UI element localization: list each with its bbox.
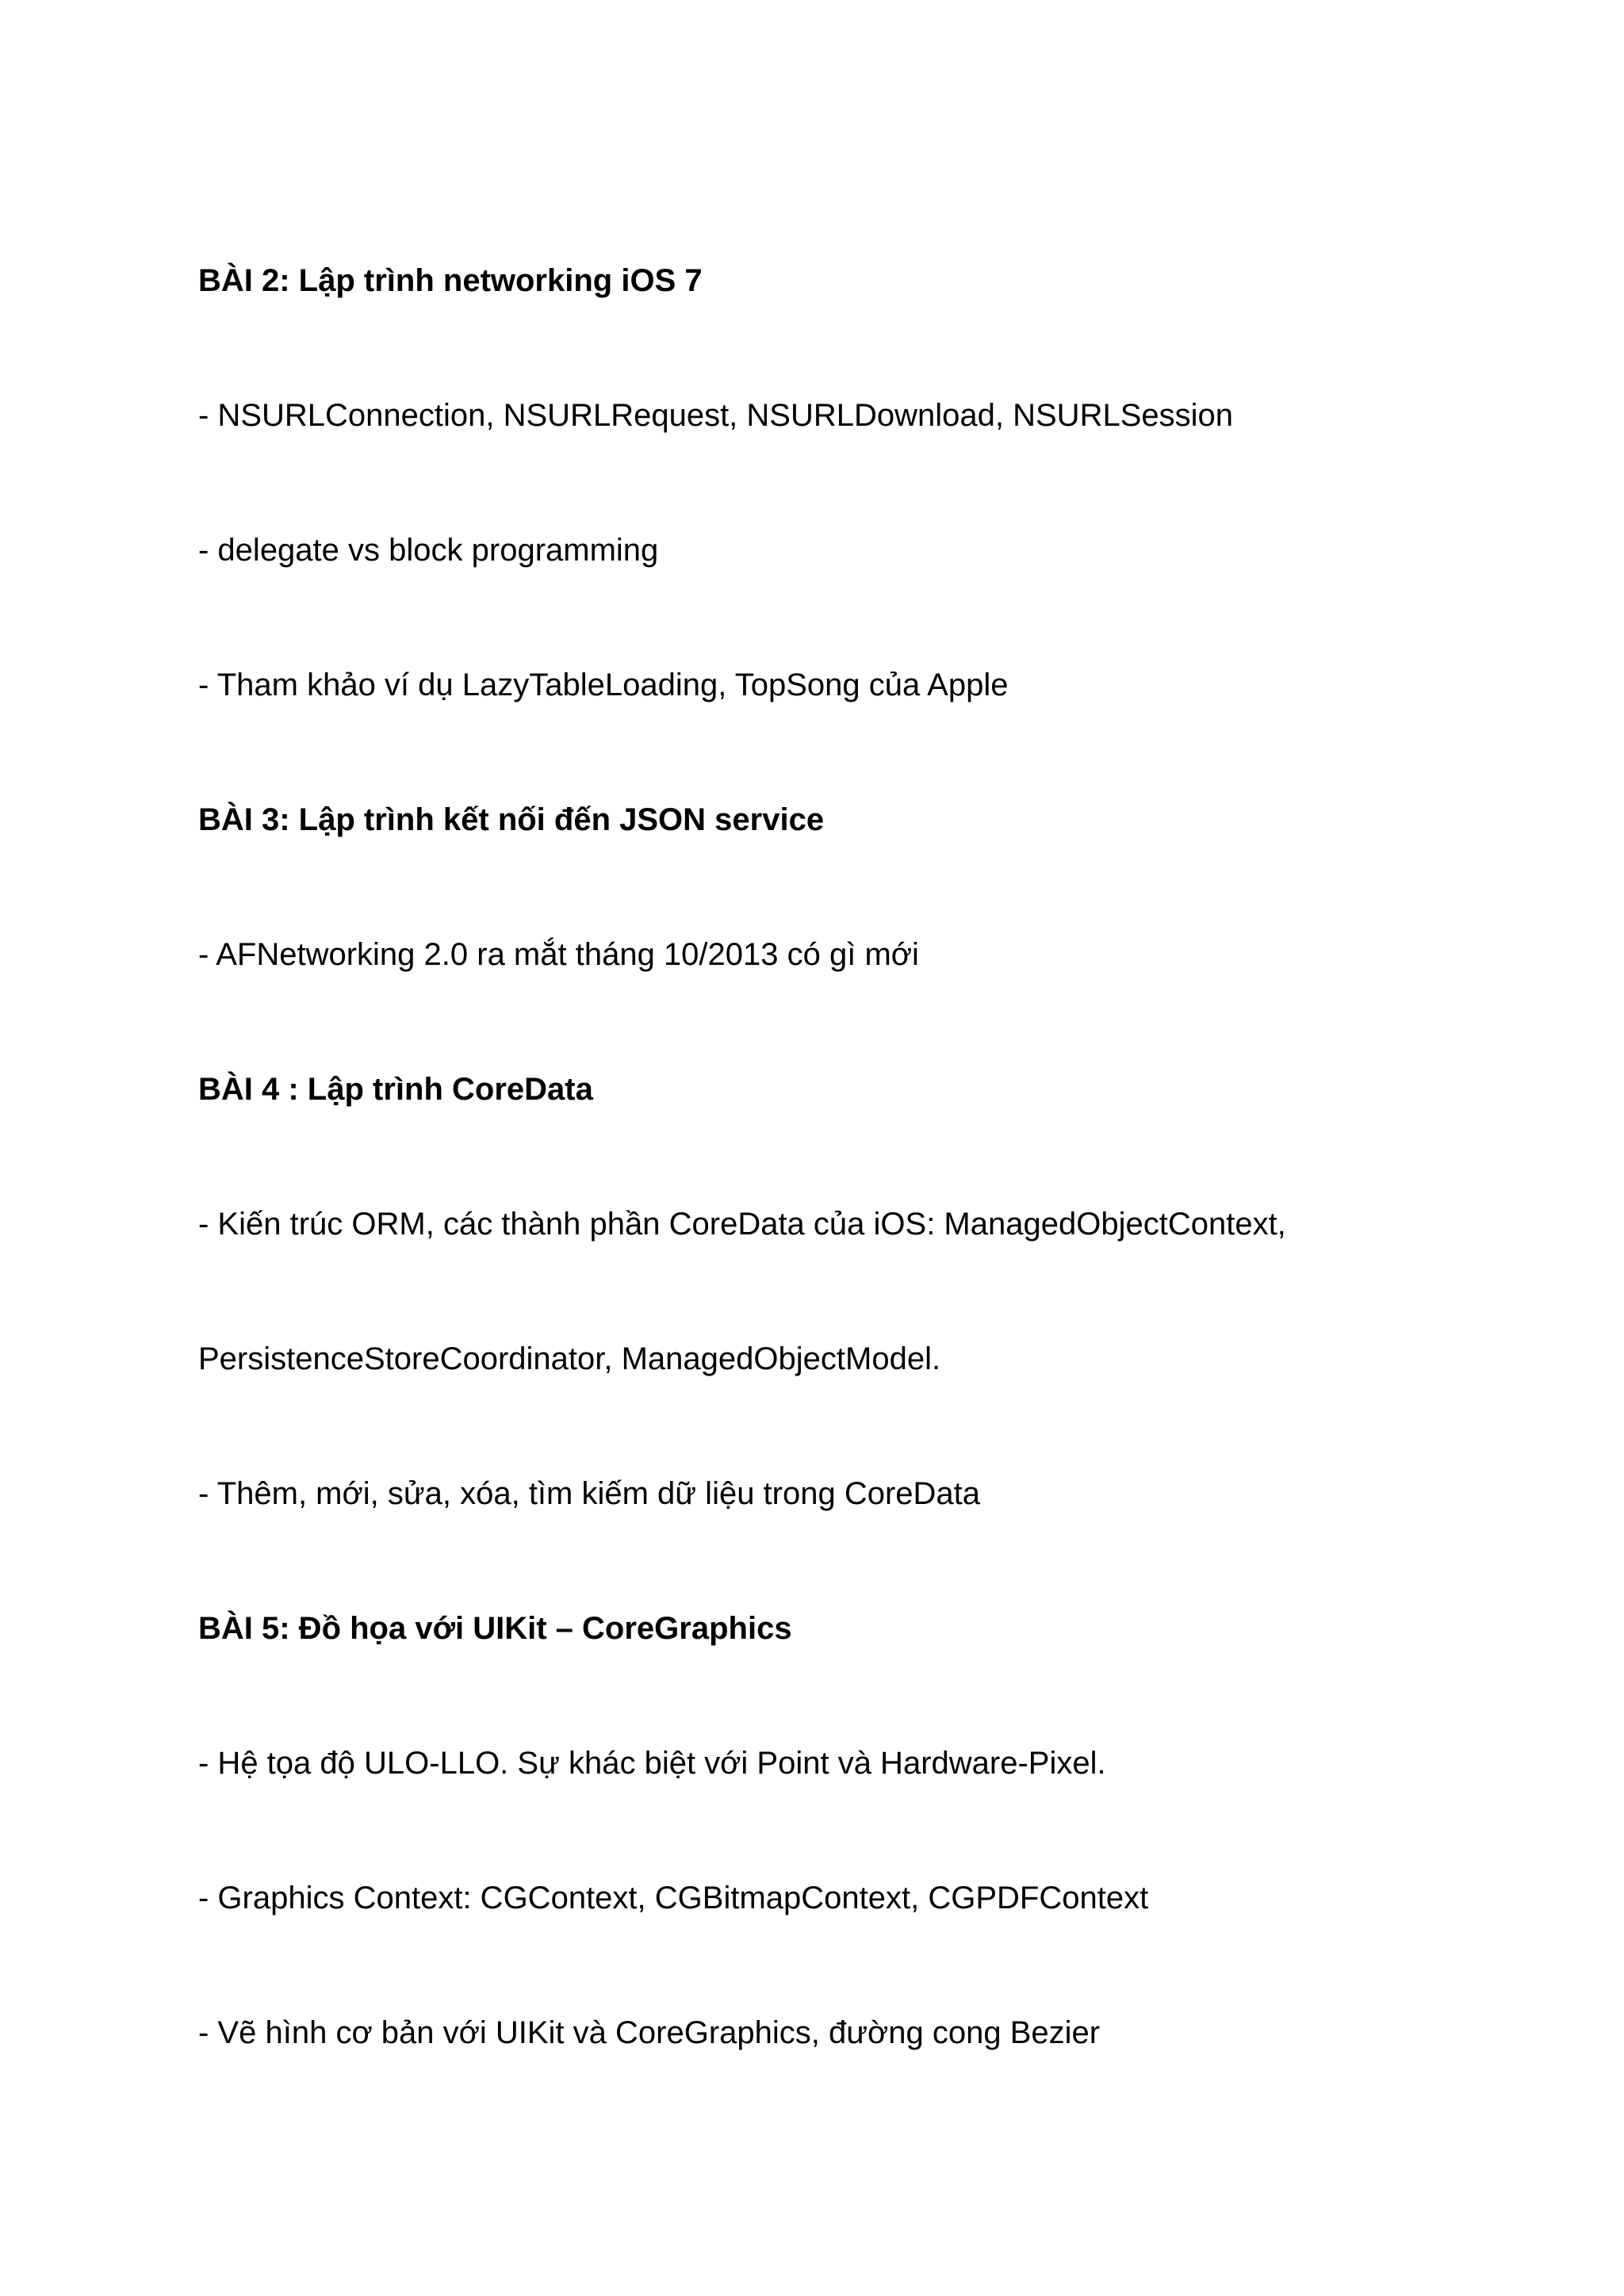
text-line: - NSURLConnection, NSURLRequest, NSURLDownload, NSURLSession: [198, 398, 1233, 433]
section-heading-bai-5: BÀI 5: Đồ họa với UIKit – CoreGraphics: [198, 1611, 792, 1646]
text-line: - AFNetworking 2.0 ra mắt tháng 10/2013 có gì mới: [198, 937, 919, 972]
text-line: - Tham khảo ví dụ LazyTableLoading, TopSong của Apple: [198, 668, 1009, 702]
text-line: - Hệ tọa độ ULO-LLO. Sự khác biệt với Point và Hardware-Pixel.: [198, 1746, 1106, 1781]
text-line: - Vẽ hình cơ bản với UIKit và CoreGraphics, đường cong Bezier: [198, 2015, 1101, 2050]
text-line: - Graphics Context: CGContext, CGBitmapContext, CGPDFContext: [198, 1881, 1149, 1915]
text-line: - delegate vs block programming: [198, 533, 659, 568]
text-line: - Kiến trúc ORM, các thành phần CoreData của iOS: ManagedObjectContext,: [198, 1207, 1286, 1242]
section-heading-bai-4: BÀI 4 : Lập trình CoreData: [198, 1072, 593, 1107]
text-line: - Thêm, mới, sửa, xóa, tìm kiếm dữ liệu trong CoreData: [198, 1476, 981, 1511]
section-heading-bai-3: BÀI 3: Lập trình kết nối đến JSON service: [198, 802, 825, 837]
section-heading-bai-2: BÀI 2: Lập trình networking iOS 7: [198, 263, 703, 298]
text-line: PersistenceStoreCoordinator, ManagedObjectModel.: [198, 1341, 941, 1376]
